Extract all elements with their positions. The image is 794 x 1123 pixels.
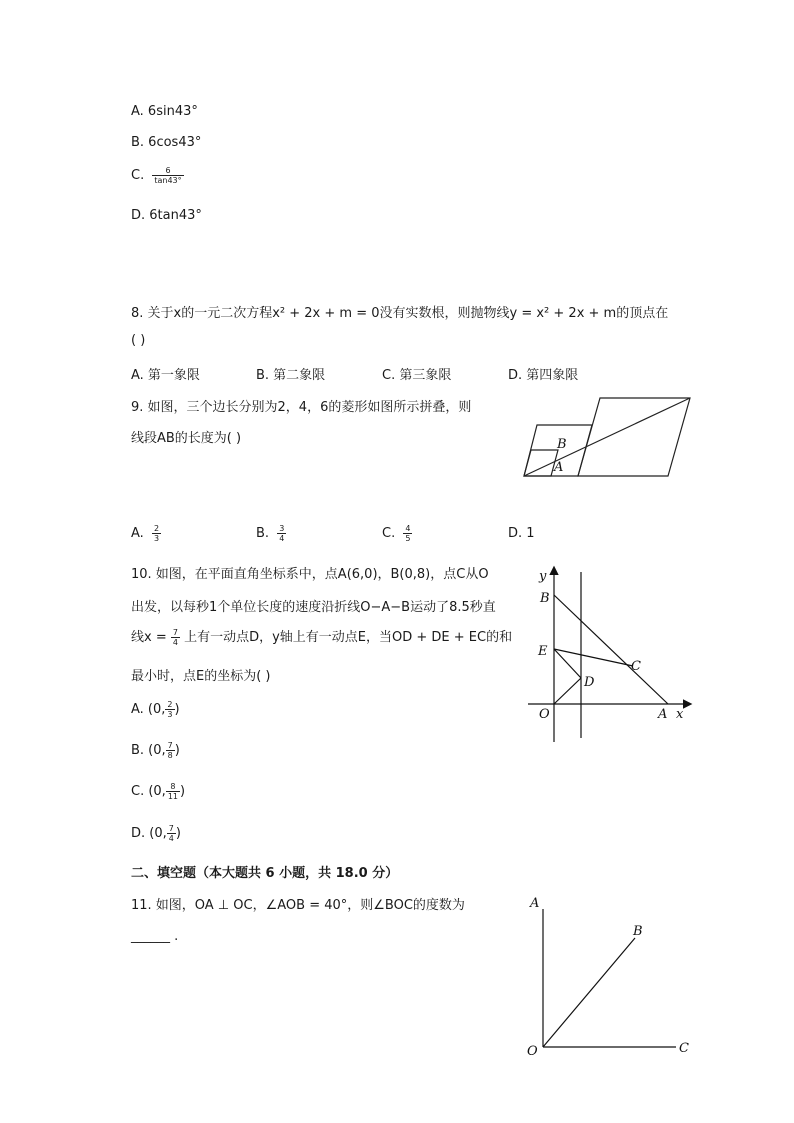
q9-option-a-label: A.: [131, 526, 144, 541]
q10-option-c-fraction: [166, 782, 180, 801]
q10-line3-numerator: 7: [172, 628, 178, 637]
q9-option-c-denominator: 5: [405, 534, 411, 543]
q9-option-c: [382, 524, 412, 543]
q10-option-c-denominator: 11: [167, 792, 179, 801]
q9-label-b: B: [557, 437, 567, 452]
q10-line3-denominator: 4: [172, 638, 178, 647]
q9-stem-line2: 线段AB的长度为( ): [131, 431, 242, 446]
q9-option-c-fraction: [403, 524, 412, 543]
q7-option-c-numerator: 6: [152, 166, 183, 176]
label-d: D: [584, 675, 595, 690]
q8-stem: 8. 关于x的一元二次方程x² + 2x + m = 0没有实数根，则抛物线y = x² + 2x + m的顶点在: [131, 306, 669, 321]
q10-option-b-fraction: [166, 741, 175, 760]
label-o: O: [539, 707, 550, 722]
q10-line3-post: 上有一动点D，y轴上有一动点E，当OD + DE + EC的和: [184, 630, 513, 645]
q9-option-b-label: B.: [256, 526, 270, 541]
q9-option-c-numerator: 4: [405, 524, 411, 533]
q7-option-c-fraction: [152, 166, 183, 185]
q8-option-c: C. 第三象限: [382, 368, 452, 383]
q10-option-c-label: C. (0,: [131, 784, 166, 799]
label-y: y: [539, 569, 547, 584]
ray-ob: [543, 938, 635, 1047]
q9-option-c-label: C.: [382, 526, 396, 541]
q10-option-b-close: ): [174, 743, 180, 758]
diagonal-line: [524, 398, 690, 476]
q10-option-d-label: D. (0,: [131, 826, 167, 841]
q11-angle-figure: [522, 893, 697, 1063]
q8-paren: ( ): [131, 333, 146, 348]
q10-coordinate-figure: [520, 560, 695, 745]
q7-option-a: A. 6sin43°: [131, 104, 198, 119]
q10-stem-line3: [131, 626, 512, 647]
q9-rhombus-figure: [515, 390, 700, 485]
q9-option-b: [256, 524, 286, 543]
q10-option-b-numerator: 7: [167, 741, 173, 750]
q10-option-c: [131, 782, 185, 801]
q9-stem-line1: 9. 如图，三个边长分别为2，4，6的菱形如图所示拼叠，则: [131, 400, 472, 415]
label-o: O: [527, 1044, 538, 1059]
q10-option-d-close: ): [175, 826, 181, 841]
segment-od: [554, 678, 581, 704]
q10-option-a-close: ): [174, 702, 180, 717]
q10-option-c-numerator: 8: [166, 782, 180, 792]
q10-option-d-numerator: 7: [168, 824, 174, 833]
q9-option-d: D. 1: [508, 526, 535, 541]
q10-option-b-label: B. (0,: [131, 743, 166, 758]
q11-stem: 11. 如图，OA ⊥ OC，∠AOB = 40°，则∠BOC的度数为: [131, 898, 465, 913]
label-a: A: [658, 707, 668, 722]
q9-label-a: A: [554, 460, 564, 475]
q10-option-a-numerator: 2: [167, 700, 173, 709]
q10-stem-line4: 最小时，点E的坐标为( ): [131, 669, 271, 684]
q11-answer-blank: ______ .: [131, 929, 179, 944]
q10-option-b-denominator: 8: [167, 751, 173, 760]
q10-option-b: [131, 741, 180, 760]
q7-option-d: D. 6tan43°: [131, 208, 202, 223]
q8-option-d: D. 第四象限: [508, 368, 579, 383]
q10-option-c-close: ): [180, 784, 186, 799]
q7-option-b: B. 6cos43°: [131, 135, 202, 150]
q10-option-d-denominator: 4: [168, 834, 174, 843]
section-2-title: 二、填空题（本大题共 6 小题，共 18.0 分）: [131, 866, 399, 881]
q10-option-a-denominator: 3: [167, 710, 173, 719]
label-b: B: [540, 591, 550, 606]
q9-option-a-denominator: 3: [153, 534, 160, 543]
q9-option-b-denominator: 4: [279, 534, 285, 543]
q10-option-d: [131, 824, 181, 843]
label-c: C: [631, 659, 641, 674]
q10-option-a: [131, 700, 180, 719]
q9-option-a-numerator: 2: [153, 524, 160, 533]
q8-option-b: B. 第二象限: [256, 368, 326, 383]
q7-option-c-denominator: tan43°: [154, 176, 182, 185]
q10-stem-line2: 出发，以每秒1个单位长度的速度沿折线O−A−B运动了8.5秒直: [131, 600, 496, 615]
q10-option-a-label: A. (0,: [131, 702, 166, 717]
label-a: A: [530, 896, 540, 911]
q10-line3-pre: 线x =: [131, 630, 167, 645]
q10-option-a-fraction: [165, 700, 174, 719]
label-c: C: [679, 1041, 689, 1056]
q8-option-a: A. 第一象限: [131, 368, 200, 383]
q7-option-c: [131, 166, 184, 185]
q10-option-d-fraction: [167, 824, 176, 843]
label-b: B: [633, 924, 643, 939]
q9-option-b-numerator: 3: [279, 524, 285, 533]
q9-option-b-fraction: [277, 524, 286, 543]
q7-option-c-label: C.: [131, 168, 145, 183]
q9-option-a-fraction: [152, 524, 161, 543]
label-e: E: [538, 644, 548, 659]
q10-line3-fraction: [171, 628, 180, 647]
segment-ec: [554, 649, 633, 666]
q9-option-a: [131, 524, 161, 543]
label-x: x: [676, 707, 684, 722]
rhombus-large: [578, 398, 690, 476]
q10-stem-line1: 10. 如图，在平面直角坐标系中，点A(6,0)，B(0,8)，点C从O: [131, 567, 489, 582]
